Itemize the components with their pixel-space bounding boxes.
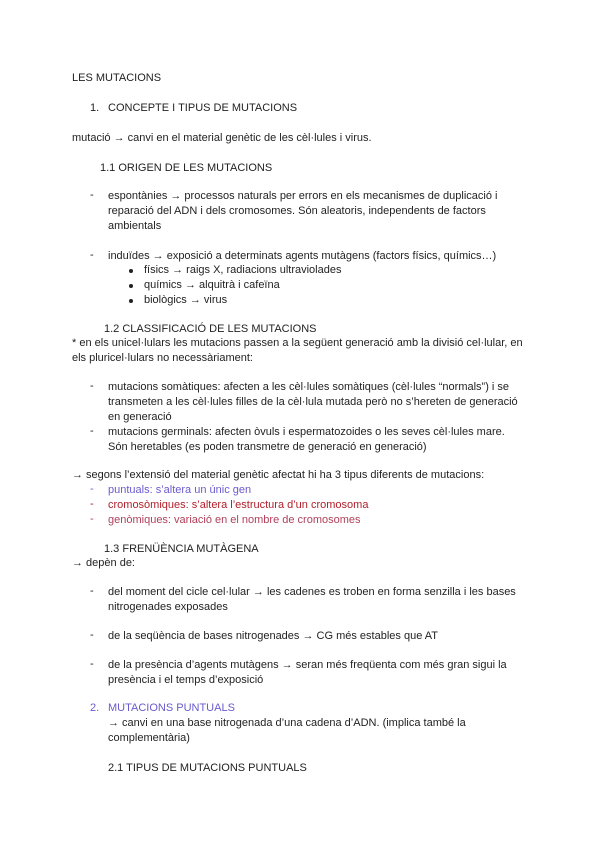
list-dash: - xyxy=(90,249,94,261)
dependency-3-line-1: de la presència d’agents mutàgens → seran més freqüenta com més gran sigui la xyxy=(108,659,507,671)
section-2-1-heading: 2.1 TIPUS DE MUTACIONS PUNTUALS xyxy=(108,762,307,774)
spontaneous-line-1: espontànies → processos naturals per errors en els mecanismes de duplicació i xyxy=(108,190,498,202)
dependency-1-line-2: nitrogenades exposades xyxy=(108,601,228,613)
section-1-heading: CONCEPTE I TIPUS DE MUTACIONS xyxy=(108,102,298,114)
extent-line: → segons l’extensió del material genètic afectat hi ha 3 tipus diferents de mutacions: xyxy=(72,469,485,481)
agent-biological: biològics → virus xyxy=(144,294,228,306)
section-1-number: 1. xyxy=(90,102,100,114)
list-dash: - xyxy=(90,425,94,437)
spontaneous-line-2: reparació del ADN i dels cromosomes. Són aleatoris, independents de factors xyxy=(108,205,486,217)
depends-line: → depèn de: xyxy=(72,557,135,569)
dependency-1-line-1: del moment del cicle cel·lular → les cadenes es troben en forma senzilla i les bases xyxy=(108,586,516,598)
dependency-2-line: de la seqüència de bases nitrogenades → CG més estables que AT xyxy=(108,630,438,642)
agent-chemical: químics → alquitrà i cafeïna xyxy=(144,279,280,291)
list-dash: - xyxy=(90,483,94,495)
section-1-1-heading: 1.1 ORIGEN DE LES MUTACIONS xyxy=(100,162,273,174)
section-2-number: 2. xyxy=(90,702,100,714)
list-dash: - xyxy=(90,498,94,510)
section-2-heading: MUTACIONS PUNTUALS xyxy=(108,702,235,714)
note-line-2: els pluricel·lulars no necessàriament: xyxy=(72,352,253,364)
list-dash: - xyxy=(90,380,94,392)
germinal-line-2: Són heretables (es poden transmetre de generació en generació) xyxy=(108,441,427,453)
type-genomiques: genòmiques: variació en el nombre de cromosomes xyxy=(108,514,361,526)
agent-physical: físics → raigs X, radiacions ultraviolades xyxy=(144,264,342,276)
list-dash: - xyxy=(90,585,94,597)
dependency-3-line-2: presència i el temps d’exposició xyxy=(108,674,264,686)
list-dash: - xyxy=(90,658,94,670)
somatic-line-1: mutacions somàtiques: afecten a les cèl·lules somàtiques (cèl·lules “normals”) i se xyxy=(108,381,510,393)
section-2-text-line-1: → canvi en una base nitrogenada d’una cadena d’ADN. (implica també la xyxy=(108,717,466,729)
section-1-3-heading: 1.3 FRENÜÈNCIA MUTÀGENA xyxy=(104,543,259,555)
somatic-line-2: transmeten a les cèl·lules filles de la cèl·lula mutada però no s’hereten de generació xyxy=(108,396,518,408)
bullet-icon xyxy=(129,299,133,303)
note-line-1: * en els unicel·lulars les mutacions passen a la següent generació amb la divisió cel·lular, en xyxy=(72,337,523,349)
type-puntuals: puntuals: s’altera un únic gen xyxy=(108,484,252,496)
bullet-icon xyxy=(129,269,133,273)
section-1-2-heading: 1.2 CLASSIFICACIÓ DE LES MUTACIONS xyxy=(104,323,317,335)
list-dash: - xyxy=(90,513,94,525)
list-dash: - xyxy=(90,189,94,201)
definition-line: mutació → canvi en el material genètic de les cèl·lules i virus. xyxy=(72,132,372,144)
somatic-line-3: en generació xyxy=(108,411,172,423)
germinal-line-1: mutacions germinals: afecten òvuls i espermatozoides o les seves cèl·lules mare. xyxy=(108,426,505,438)
bullet-icon xyxy=(129,284,133,288)
induced-line: induïdes → exposició a determinats agents mutàgens (factors físics, químics…) xyxy=(108,250,497,262)
page-title: LES MUTACIONS xyxy=(72,72,162,84)
list-dash: - xyxy=(90,629,94,641)
type-cromosomiques: cromosòmiques: s’altera l’estructura d’un cromosoma xyxy=(108,499,369,511)
section-2-text-line-2: complementària) xyxy=(108,732,190,744)
spontaneous-line-3: ambientals xyxy=(108,220,162,232)
